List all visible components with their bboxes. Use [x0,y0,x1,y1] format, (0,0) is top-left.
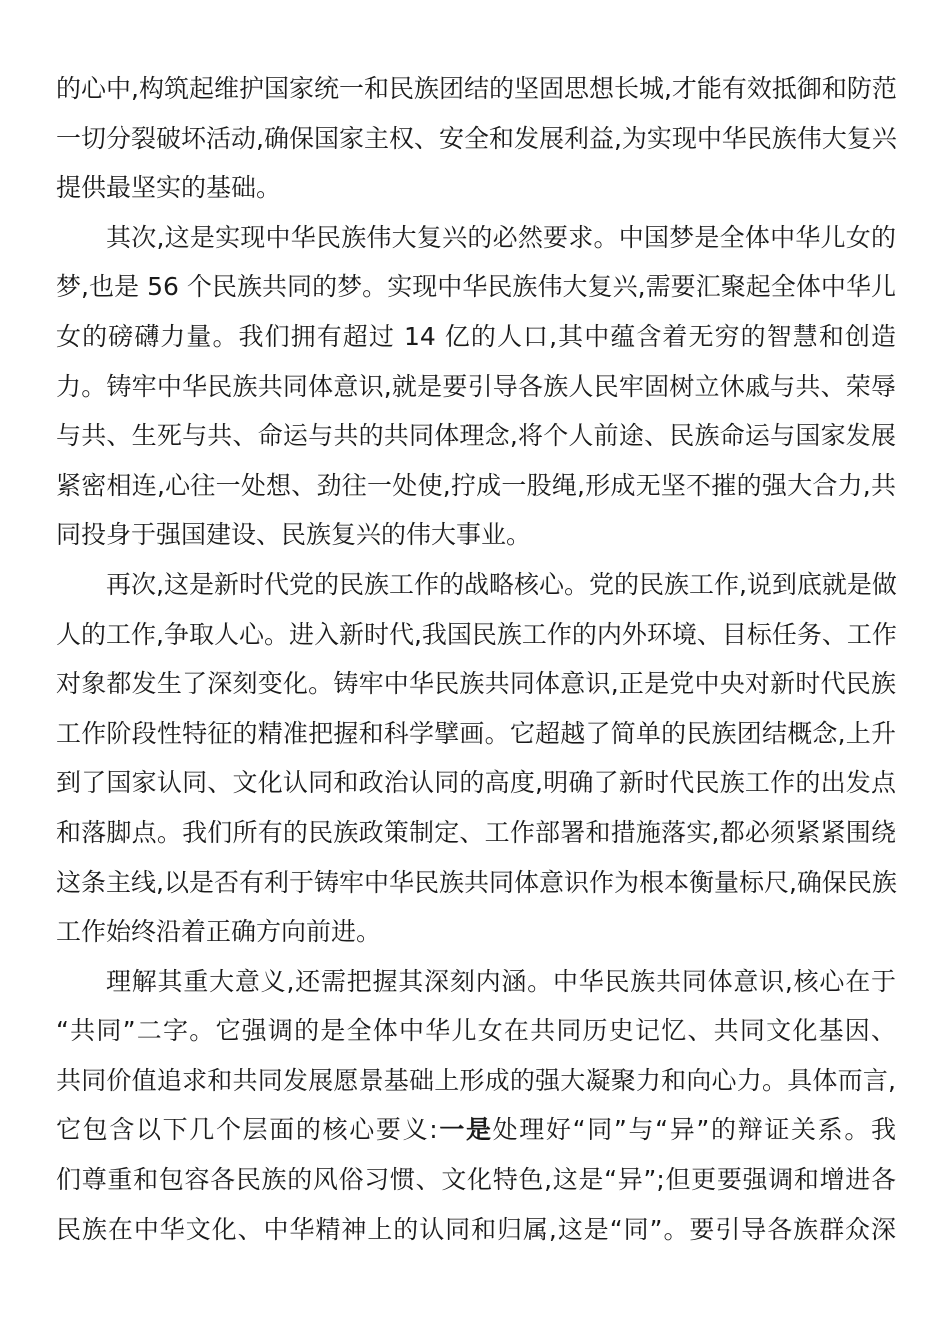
text-line: 与共、生死与共、命运与共的共同体理念,将个人前途、民族命运与国家发展 [56,421,896,451]
text-line: 们尊重和包容各民族的风俗习惯、文化特色,这是“异”;但更要强调和增进各 [56,1165,896,1195]
paragraph-start-line: 理解其重大意义,还需把握其深刻内涵。中华民族共同体意识,核心在于 [106,966,896,996]
text-line: 紧密相连,心往一处想、劲往一处使,拧成一股绳,形成无坚不摧的强大合力,共 [56,470,896,500]
body-text [56,64,896,1254]
text-line: 工作始终沿着正确方向前进。 [56,917,382,947]
text-line: 到了国家认同、文化认同和政治认同的高度,明确了新时代民族工作的出发点 [56,768,896,798]
text-line: 这条主线,以是否有利于铸牢中华民族共同体意识作为根本衡量标尺,确保民族 [56,867,897,897]
text-line: 人的工作,争取人心。进入新时代,我国民族工作的内外环境、目标任务、工作 [56,619,897,649]
text-line: 民族在中华文化、中华精神上的认同和归属,这是“同”。要引导各族群众深 [56,1214,896,1244]
text-line: 共同价值追求和共同发展愿景基础上形成的强大凝聚力和向心力。具体而言, [56,1065,896,1095]
paragraph-start-line: 其次,这是实现中华民族伟大复兴的必然要求。中国梦是全体中华儿女的 [106,222,896,252]
line-suffix: 处理好“同”与“异”的辩证关系。我 [492,1115,896,1145]
text-line: 对象都发生了深刻变化。铸牢中华民族共同体意识,正是党中央对新时代民族 [56,669,896,699]
paragraph-start-line: 再次,这是新时代党的民族工作的战略核心。党的民族工作,说到底就是做 [106,569,897,599]
text-line: 女的磅礴力量。我们拥有超过 14 亿的人口,其中蕴含着无穷的智慧和创造 [56,321,896,351]
text-line: “共同”二字。它强调的是全体中华儿女在共同历史记忆、共同文化基因、 [56,1016,896,1046]
text-line: 和落脚点。我们所有的民族政策制定、工作部署和措施落实,都必须紧紧围绕 [56,817,896,847]
text-line: 梦,也是 56 个民族共同的梦。实现中华民族伟大复兴,需要汇聚起全体中华儿 [56,272,896,302]
text-line: 一切分裂破坏活动,确保国家主权、安全和发展利益,为实现中华民族伟大复兴 [56,123,897,153]
text-line: 工作阶段性特征的精准把握和科学擘画。它超越了简单的民族团结概念,上升 [56,718,896,748]
text-line: 的心中,构筑起维护国家统一和民族团结的坚固思想长城,才能有效抵御和防范 [56,74,897,103]
text-line: 同投身于强国建设、民族复兴的伟大事业。 [56,520,532,550]
line-prefix: 它包含以下几个层面的核心要义: [56,1115,438,1145]
bold-marker: 一是 [437,1115,493,1145]
text-line: 力。铸牢中华民族共同体意识,就是要引导各族人民牢固树立休戚与共、荣辱 [56,371,896,401]
text-line-with-bold [56,1105,896,1155]
text-line: 提供最坚实的基础。 [56,173,282,203]
